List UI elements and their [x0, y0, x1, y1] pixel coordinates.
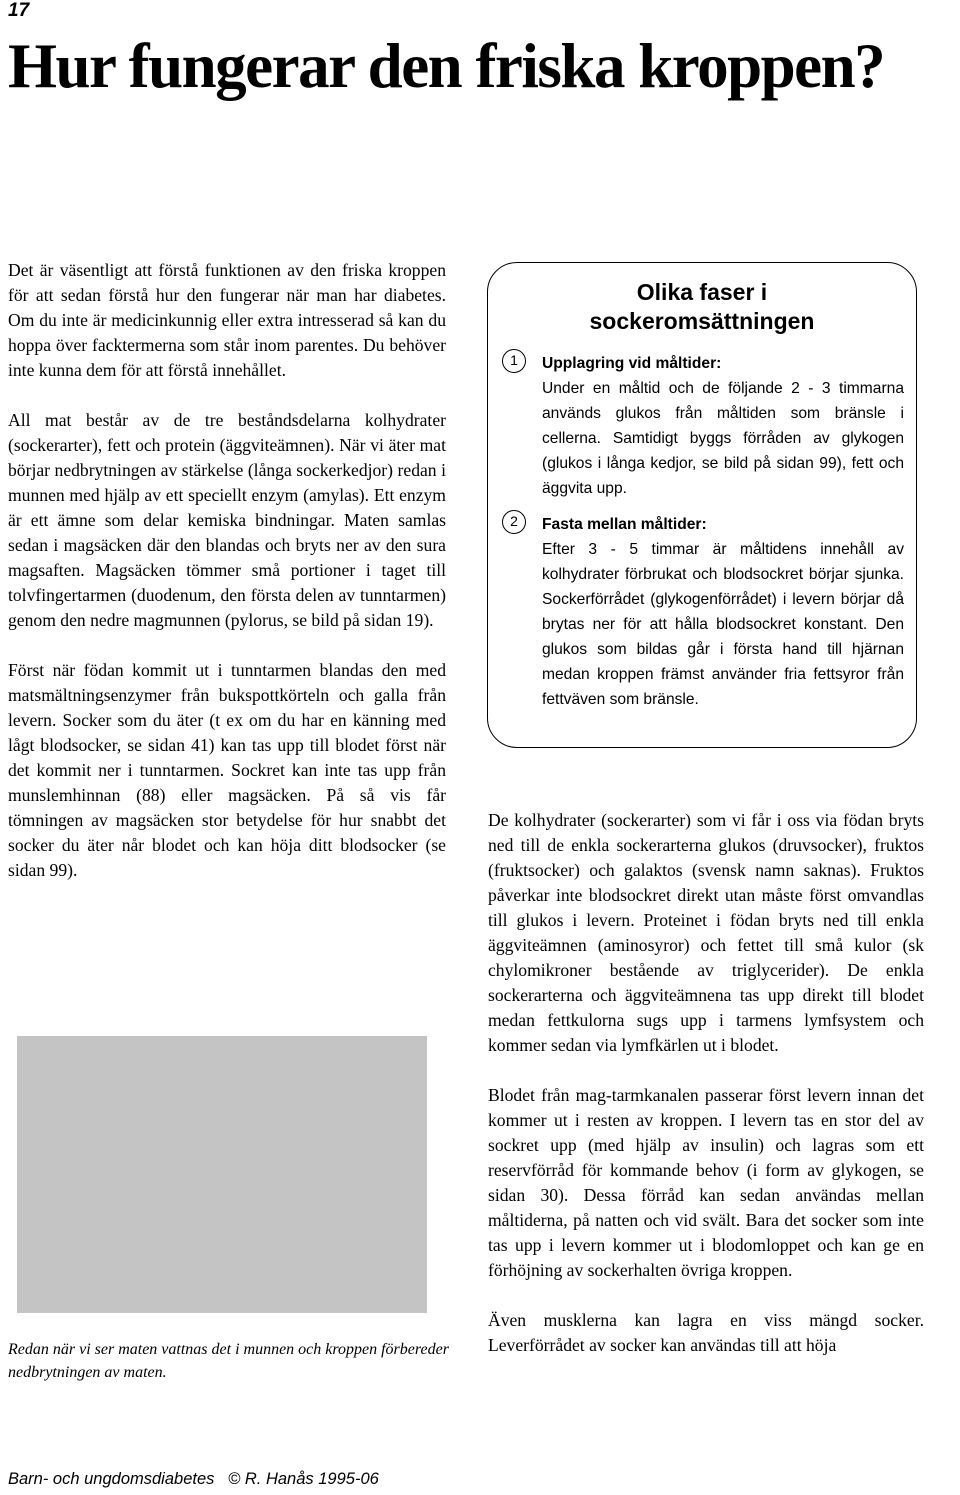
- muscles-paragraph: Även musklerna kan lagra en viss mängd socker. Leverförrådet av socker kan användas till att höja: [488, 1310, 924, 1355]
- carbohydrates-paragraph: De kolhydrater (sockerarter) som vi får i oss via födan bryts ned till de enkla sockerarterna glukos (druvsocker), fruktos (fruktsocker) och galaktos (svensk namn saknas). Fruktos påverkar inte blodsockret direkt utan måste först omvandlas till glukos i levern. Proteinet i födan bryts ned till enkla äggviteämnen (aminosyror) och fettet till små kulor (sk chylomikroner bestående av triglycerider). De enkla sockerarterna och äggviteämnena tas upp direkt till blodet medan fettkulorna sugs upp i tarmens lymfsystem och kommer sedan via lymfkärlen ut i blodet.: [488, 810, 924, 1055]
- right-column: [488, 808, 924, 1358]
- phase-number-badge: 2: [502, 510, 526, 534]
- intro-paragraph: Det är väsentligt att förstå funktionen av den friska kroppen för att sedan förstå hur den fungerar när man har diabetes. Om du inte är medicinkunnig eller extra intresserad så kan du hoppa över facktermerna som står inom parentes. Du behöver inte kunna dem för att förstå innehållet.: [8, 260, 446, 380]
- digestion-paragraph: All mat består av de tre beståndsdelarna kolhydrater (sockerarter), fett och protein (äggviteämnen). När vi äter mat börjar nedbrytningen av stärkelse (långa sockerkedjor) redan i munnen med hjälp av ett speciellt enzym (amylas). Ett enzym är ett ämne som delar kemiska bindningar. Maten samlas sedan i magsäcken där den blandas och bryts ner av den sura magsaften. Magsäcken tömmer små portioner i taget till tolvfingertarmen (duodenum, den första delen av tunntarmen) genom den nedre magmunnen (pylorus, se bild på sidan 19).: [8, 410, 446, 630]
- box-title-text: Olika faser i sockeromsättningen: [589, 279, 815, 334]
- box-title: [488, 278, 916, 336]
- left-column: [8, 258, 446, 883]
- page-title: Hur fungerar den friska kroppen?: [8, 31, 885, 101]
- phase-heading: Upplagring vid måltider:: [542, 355, 722, 372]
- small-intestine-paragraph: Först när födan kommit ut i tunntarmen blandas den med matsmältningsenzymer från bukspottkörteln och galla från levern. Socker som du äter (t ex om du har en känning med lågt blodsocker, se sidan 41) kan tas upp till blodet först när det kommit ner i tunntarmen. Sockret kan inte tas upp från munslemhinnan (88) eller magsäcken. På så vis får tömningen av magsäcken stor betydelse för hur snabbt det socker du äter når blodet och kan höja ditt blodsocker (se sidan 99).: [8, 660, 446, 880]
- phase-heading: Fasta mellan måltider:: [542, 516, 707, 533]
- phase-body: [542, 351, 904, 501]
- food-photo: [17, 1036, 427, 1313]
- phase-number-badge: 1: [502, 349, 526, 373]
- phase-text: Under en måltid och de följande 2 - 3 timmarna används glukos från måltiden som bränsle i cellerna. Samtidigt byggs förråden av glykogen (glukos i långa kedjor, se bild på sidan 99), fett och äggvita upp.: [542, 380, 904, 497]
- phase-body: [542, 512, 904, 712]
- photo-caption: Redan när vi ser maten vattnas det i munnen och kroppen förbereder nedbrytningen av maten.: [8, 1341, 449, 1381]
- page-footer: Barn- och ungdomsdiabetes © R. Hanås 1995-06: [8, 1470, 379, 1488]
- liver-paragraph: Blodet från mag-tarmkanalen passerar först levern innan det kommer ut i resten av kroppen. I levern tas en stor del av sockret upp (med hjälp av insulin) och lagras som ett reservförråd för kommande behov (i form av glykogen, se sidan 30). Dessa förråd kan sedan användas mellan måltiderna, på natten och vid svält. Bara det socker som inte tas upp i levern kommer ut i blodomloppet och kan ge en förhöjning av sockerhalten övriga kroppen.: [488, 1085, 924, 1280]
- phase-text: Efter 3 - 5 timmar är måltidens innehåll av kolhydrater förbrukat och blodsockret börjar sjunka. Sockerförrådet (glykogenförrådet) i levern börjar då brytas ner för att hålla blodsockret konstant. Den glukos som bildas går i första hand till hjärnan medan kroppen främst använder fria fettsyror från fettväven som bränsle.: [542, 541, 904, 708]
- sugar-phases-box: [487, 262, 917, 748]
- page-number: 17: [8, 0, 30, 21]
